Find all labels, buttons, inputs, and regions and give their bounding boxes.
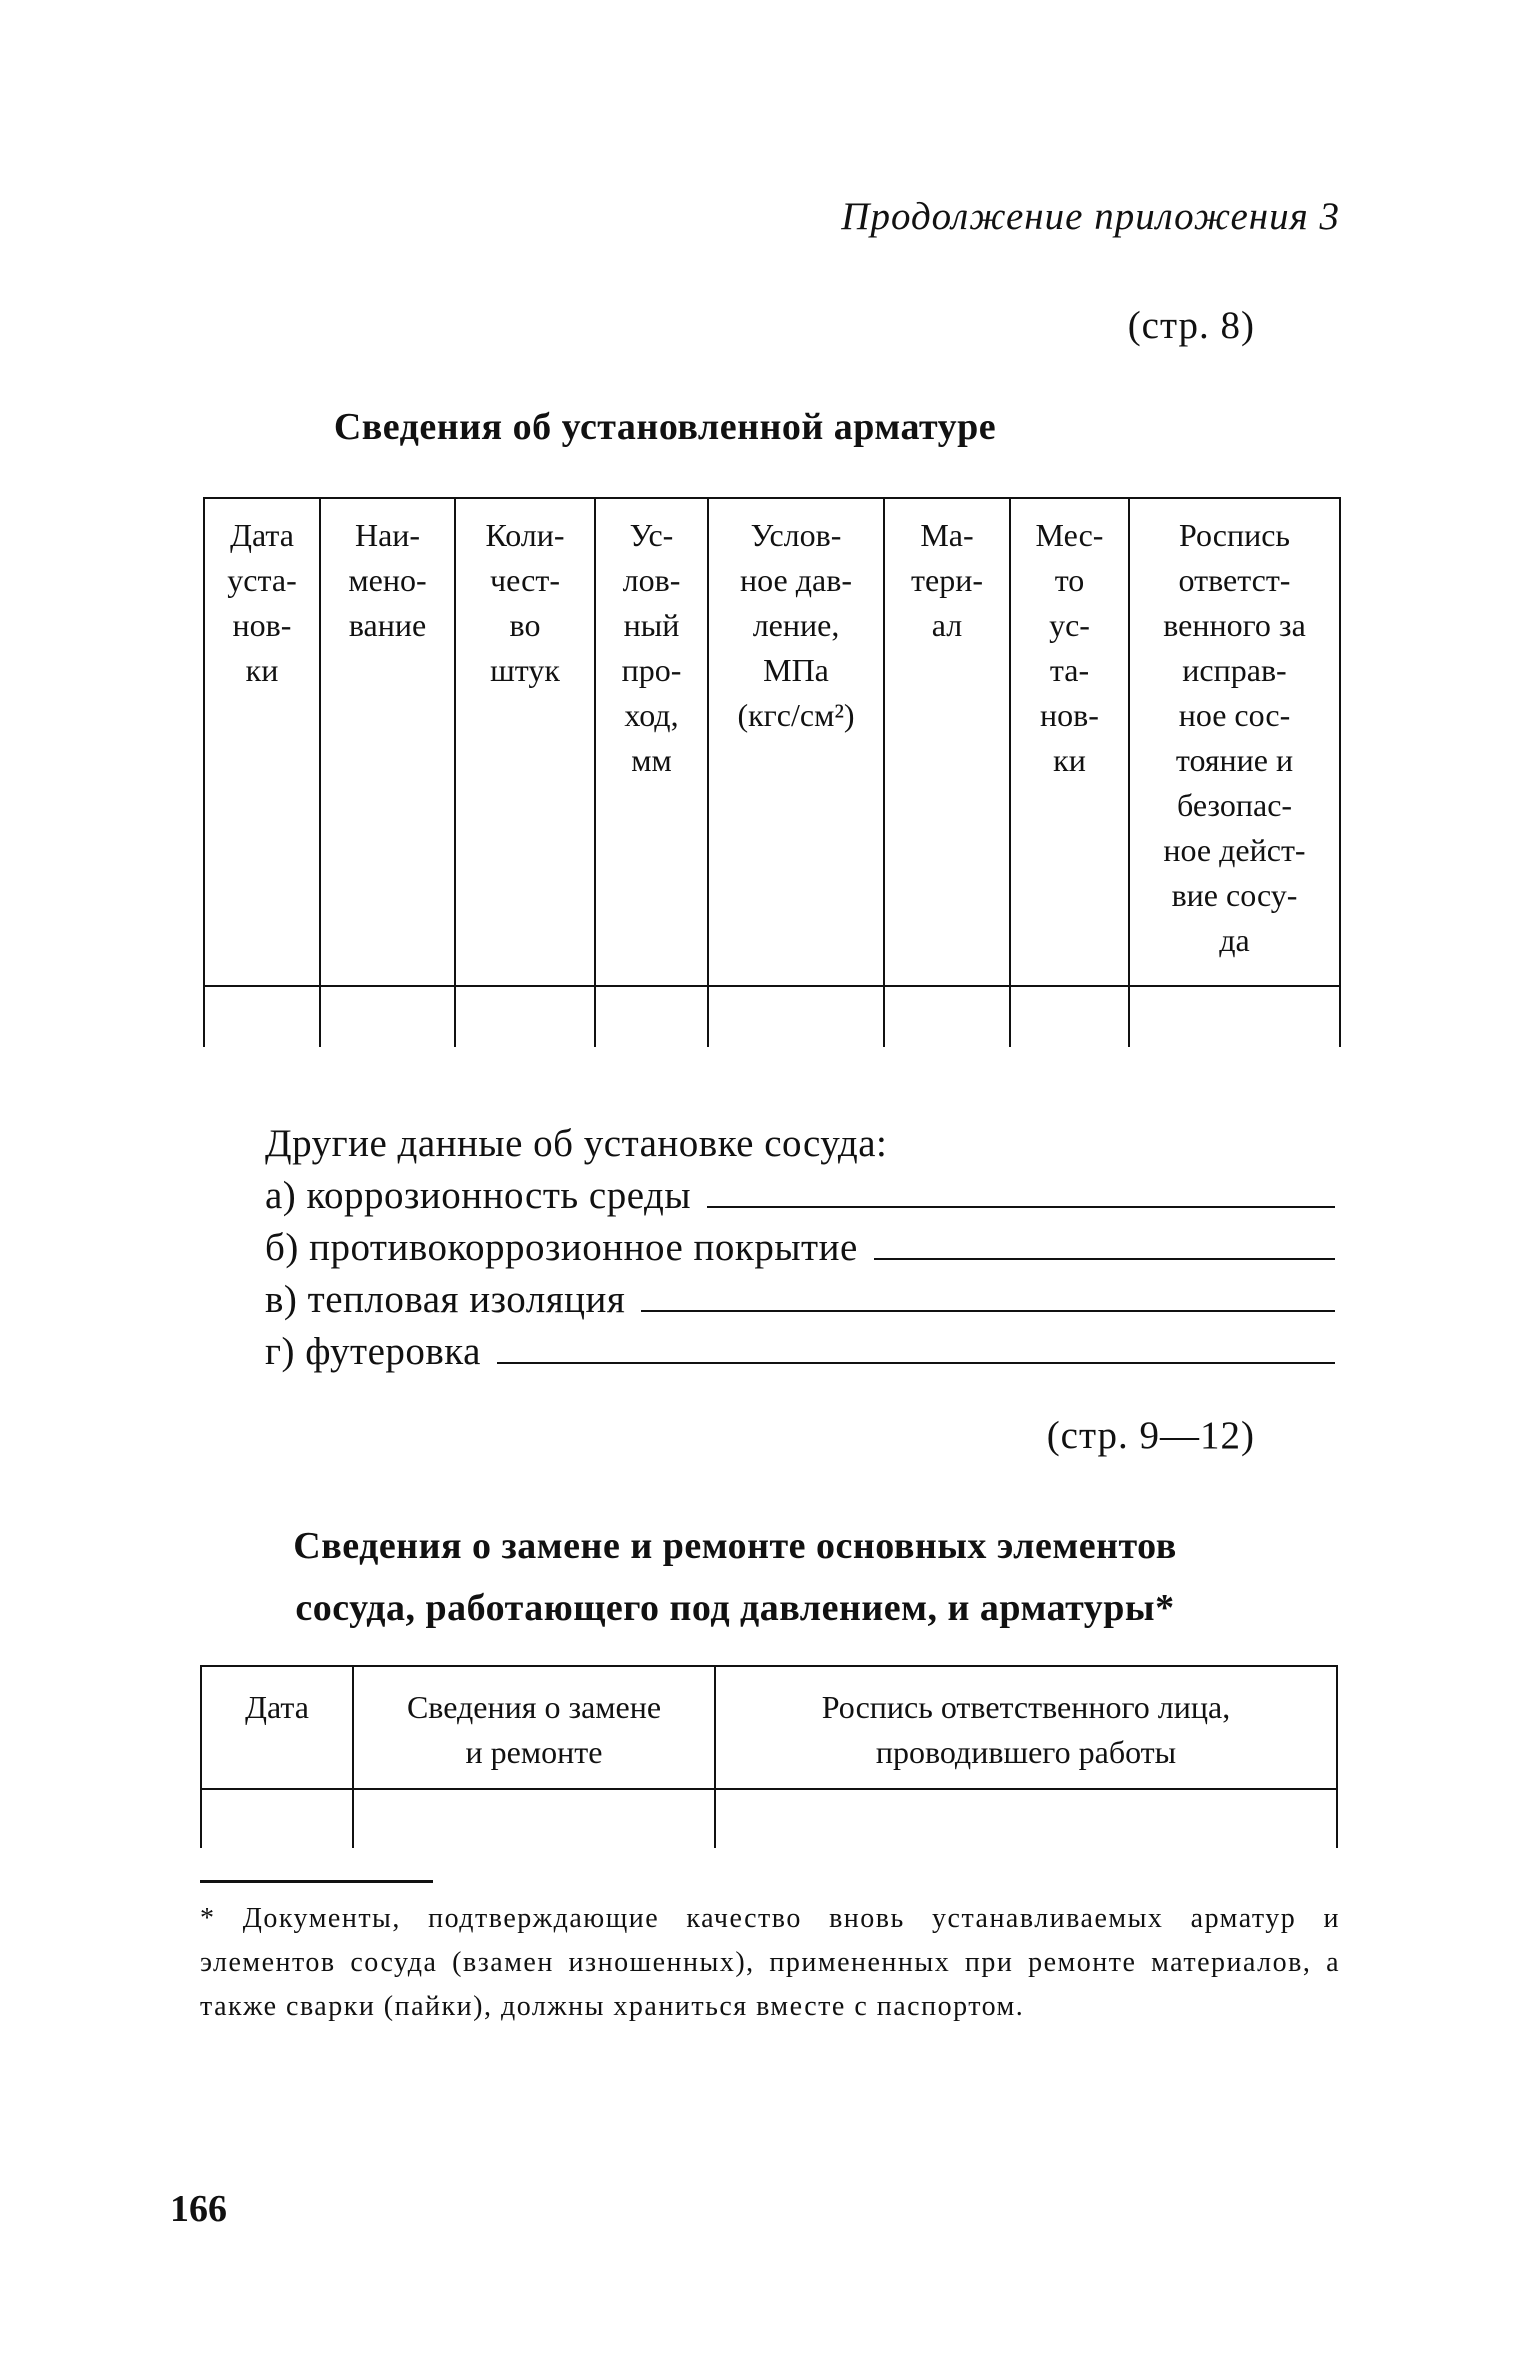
- column-header: Дата: [201, 1666, 353, 1789]
- table-cell: [884, 986, 1010, 1047]
- fill-in-line: [707, 1176, 1335, 1208]
- footnote: * Документы, подтверждающие качество вновь устанавливаемых арматур и элементов сосуда (взамен изношенных), примененных при ремонте материалов, а также сварки (пайки), должны храниться вместе с паспортом.: [200, 1903, 1340, 2022]
- section-heading-repairs: Сведения о замене и ремонте основных элементов сосуда, работающего под давлением, и арматуры*: [293, 1525, 1177, 1629]
- table-cell: [201, 1789, 353, 1848]
- other-data-item: в) тепловая изоляция: [265, 1278, 626, 1321]
- other-data-block: [265, 1118, 1335, 1378]
- column-header: Роспись ответст- венного за исправ- ное сос- тояние и безопас- ное дейст- вие сосу- да: [1129, 498, 1340, 986]
- table-row: [201, 1789, 1337, 1848]
- section-heading-fittings: Сведения об установленной арматуре: [333, 406, 997, 448]
- other-data-item: б) противокоррозионное покрытие: [265, 1226, 858, 1269]
- column-header: Сведения о замене и ремонте: [353, 1666, 715, 1789]
- table-cell: [320, 986, 455, 1047]
- footnote-divider: [200, 1880, 433, 1883]
- page-reference-9-12: (стр. 9—12): [1046, 1414, 1255, 1457]
- table-cell: [715, 1789, 1337, 1848]
- table-cell: [1010, 986, 1129, 1047]
- page-reference-8: (стр. 8): [1127, 304, 1255, 347]
- repairs-table: [200, 1665, 1338, 1848]
- column-header: Ус- лов- ный про- ход, мм: [595, 498, 708, 986]
- table-cell: [353, 1789, 715, 1848]
- column-header: Услов- ное дав- ление, МПа (кгс/см²): [708, 498, 884, 986]
- table-header-row: [204, 498, 1340, 986]
- other-data-item: г) футеровка: [265, 1330, 481, 1373]
- table-header-row: [201, 1666, 1337, 1789]
- table-cell: [455, 986, 595, 1047]
- other-data-line: [265, 1170, 1335, 1222]
- column-header: Наи- мено- вание: [320, 498, 455, 986]
- fill-in-line: [497, 1332, 1335, 1364]
- fittings-table: [203, 497, 1341, 1047]
- table-row: [204, 986, 1340, 1047]
- other-data-item: а) коррозионность среды: [265, 1174, 692, 1217]
- fill-in-line: [641, 1280, 1335, 1312]
- other-data-title: Другие данные об установке сосуда:: [265, 1122, 888, 1165]
- table-cell: [708, 986, 884, 1047]
- table-cell: [204, 986, 320, 1047]
- fill-in-line: [874, 1228, 1335, 1260]
- continuation-label: Продолжение приложения 3: [841, 195, 1340, 238]
- table-cell: [595, 986, 708, 1047]
- column-header: Мес- то ус- та- нов- ки: [1010, 498, 1129, 986]
- column-header: Роспись ответственного лица, проводившего работы: [715, 1666, 1337, 1789]
- column-header: Дата уста- нов- ки: [204, 498, 320, 986]
- other-data-line: [265, 1274, 1335, 1326]
- column-header: Ма- тери- ал: [884, 498, 1010, 986]
- column-header: Коли- чест- во штук: [455, 498, 595, 986]
- page-number: 166: [170, 2188, 227, 2230]
- table-cell: [1129, 986, 1340, 1047]
- other-data-line: [265, 1326, 1335, 1378]
- other-data-line: [265, 1222, 1335, 1274]
